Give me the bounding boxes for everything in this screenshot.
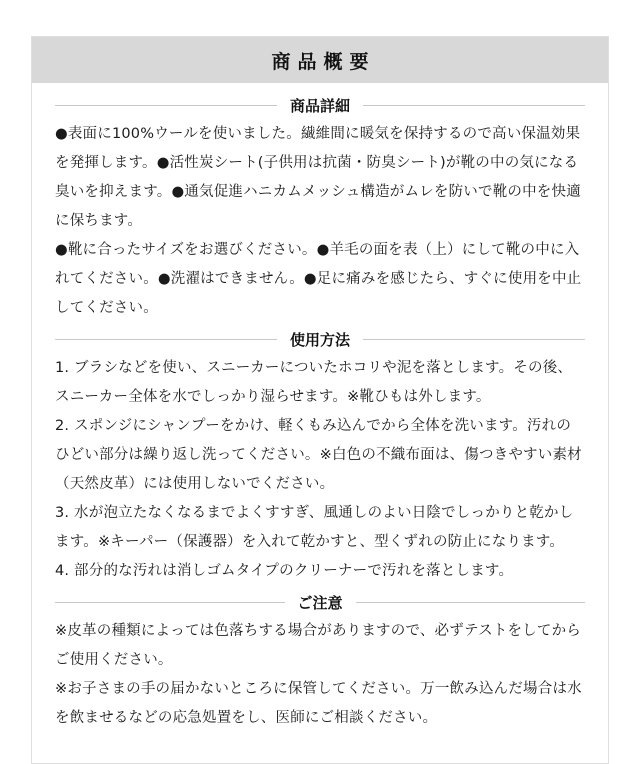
heading-rule-right	[363, 105, 585, 106]
panel-header	[32, 37, 608, 83]
section-heading-product-details	[55, 91, 585, 120]
heading-rule-left	[55, 105, 277, 106]
usage-step: 2. スポンジにシャンプーをかけ、軽くもみ込んでから全体を洗います。汚れのひどい部分は繰り返し洗ってください。※白色の不織布面は、傷つきやすい素材（天然皮革）には使用しないでください。	[55, 418, 582, 492]
section-heading-usage-instructions	[55, 325, 585, 354]
usage-step: 3. 水が泡立たなくなるまでよくすすぎ、風通しのよい日陰でしっかりと乾かします。※キーパー（保護器）を入れて乾かすと、型くずれの防止になります。	[55, 505, 574, 550]
panel-body	[32, 83, 608, 763]
heading-rule-left	[55, 339, 277, 340]
section-heading-text: 使用方法	[290, 331, 351, 349]
section-heading-cautions	[55, 588, 585, 617]
panel-title: 商品概要	[271, 50, 376, 73]
heading-rule-right	[356, 602, 586, 603]
section-product-details	[55, 91, 585, 323]
product-overview-panel	[31, 36, 609, 764]
heading-rule-left	[55, 602, 285, 603]
section-usage-instructions	[55, 325, 585, 586]
usage-step: 1. ブラシなどを使い、スニーカーについたホコリや泥を落とします。その後、スニーカー全体を水でしっかり湿らせます。※靴ひもは外します。	[55, 360, 573, 405]
product-details-paragraph: ●靴に合ったサイズをお選びください。●羊毛の面を表（上）にして靴の中に入れてください。●洗濯はできません。●足に痛みを感じたら、すぐに使用を中止してください。	[55, 242, 582, 316]
caution-paragraph: ※お子さまの手の届かないところに保管してください。万一飲み込んだ場合は水を飲ませるなどの応急処置をし、医師にご相談ください。	[55, 681, 582, 726]
section-heading-text: ご注意	[297, 594, 343, 612]
page	[0, 36, 640, 726]
usage-step: 4. 部分的な汚れは消しゴムタイプのクリーナーで汚れを落とします。	[55, 563, 514, 579]
product-details-paragraph: ●表面に100%ウールを使いました。繊維間に暖気を保持するので高い保温効果を発揮します。●活性炭シート(子供用は抗菌・防臭シート)が靴の中の気になる臭いを抑えます。●通気促進ハニカムメッシュ構造がムレを防いで靴の中を快適に保ちます。	[55, 126, 581, 229]
caution-paragraph: ※皮革の種類によっては色落ちする場合がありますので、必ずテストをしてからご使用ください。	[55, 623, 581, 668]
heading-rule-right	[363, 339, 585, 340]
section-cautions	[55, 588, 585, 733]
section-heading-text: 商品詳細	[290, 97, 351, 115]
